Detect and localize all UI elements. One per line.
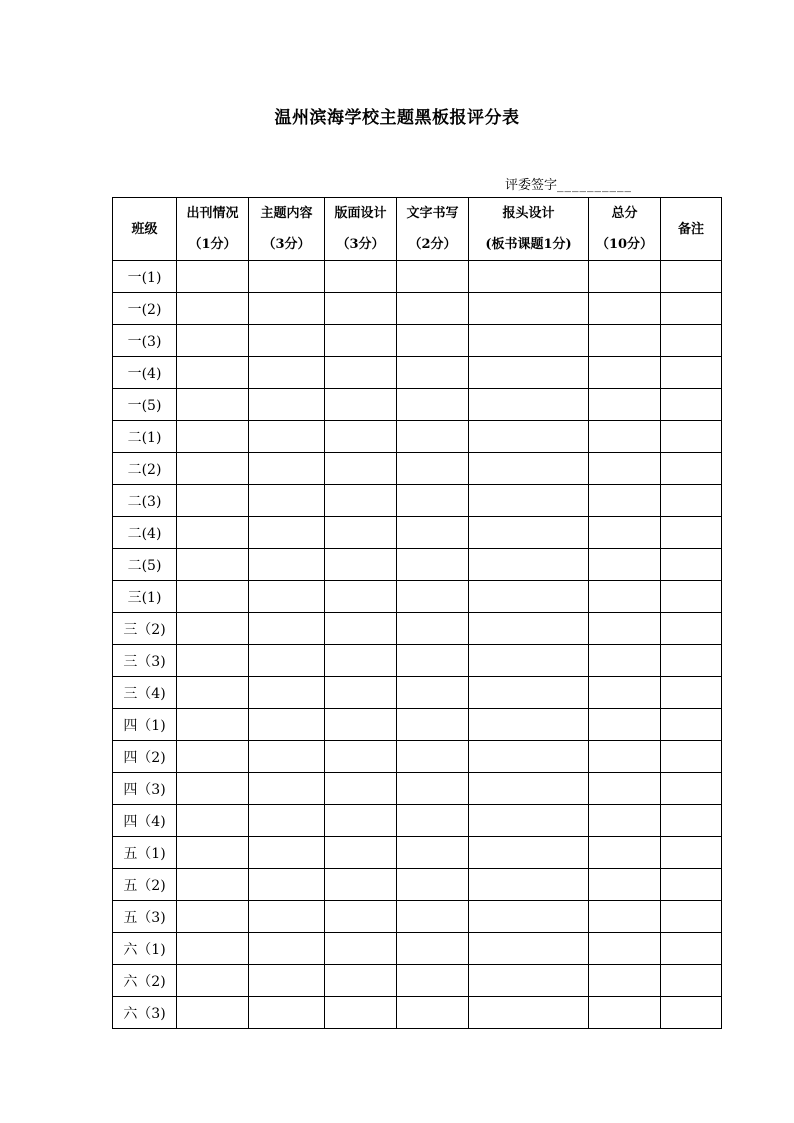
handwriting-score-cell[interactable] [397,261,469,293]
layout-design-score-cell[interactable] [325,485,397,517]
remarks-score-cell[interactable] [661,677,722,709]
theme-content-score-cell[interactable] [249,485,325,517]
publication-score-cell[interactable] [177,581,249,613]
table-row [113,741,722,773]
handwriting-score-cell[interactable] [397,869,469,901]
publication-score-cell[interactable] [177,293,249,325]
class-name-cell: 三(1) [113,581,177,613]
masthead-design-score-cell[interactable] [469,837,589,869]
publication-score-cell[interactable] [177,357,249,389]
table-row [113,613,722,645]
layout-design-score-cell[interactable] [325,549,397,581]
theme-content-score-cell[interactable] [249,677,325,709]
layout-design-score-cell[interactable] [325,261,397,293]
remarks-score-cell[interactable] [661,421,722,453]
remarks-score-cell[interactable] [661,293,722,325]
handwriting-score-cell[interactable] [397,965,469,997]
table-row [113,389,722,421]
publication-score-cell[interactable] [177,677,249,709]
layout-design-score-cell[interactable] [325,293,397,325]
handwriting-score-cell[interactable] [397,933,469,965]
table-row [113,485,722,517]
publication-score-cell[interactable] [177,453,249,485]
total-score-score-cell[interactable] [589,613,661,645]
total-score-score-cell[interactable] [589,485,661,517]
publication-score-cell[interactable] [177,901,249,933]
layout-design-score-cell[interactable] [325,741,397,773]
masthead-design-score-cell[interactable] [469,325,589,357]
header-class: 班级 [113,198,177,261]
masthead-design-score-cell[interactable] [469,581,589,613]
class-name-cell: 五（2) [113,869,177,901]
theme-content-score-cell[interactable] [249,901,325,933]
handwriting-score-cell[interactable] [397,901,469,933]
handwriting-score-cell[interactable] [397,453,469,485]
masthead-design-score-cell[interactable] [469,453,589,485]
masthead-design-score-cell[interactable] [469,741,589,773]
total-score-score-cell[interactable] [589,837,661,869]
theme-content-score-cell[interactable] [249,805,325,837]
table-row [113,325,722,357]
layout-design-score-cell[interactable] [325,453,397,485]
remarks-score-cell[interactable] [661,645,722,677]
handwriting-score-cell[interactable] [397,421,469,453]
remarks-score-cell[interactable] [661,709,722,741]
remarks-score-cell[interactable] [661,901,722,933]
handwriting-score-cell[interactable] [397,581,469,613]
layout-design-score-cell[interactable] [325,517,397,549]
masthead-design-score-cell[interactable] [469,901,589,933]
class-name-cell: 二(3) [113,485,177,517]
total-score-score-cell[interactable] [589,677,661,709]
masthead-design-score-cell[interactable] [469,965,589,997]
remarks-score-cell[interactable] [661,869,722,901]
class-name-cell: 二(4) [113,517,177,549]
class-name-cell: 四（2) [113,741,177,773]
total-score-score-cell[interactable] [589,261,661,293]
theme-content-score-cell[interactable] [249,581,325,613]
table-row [113,517,722,549]
masthead-design-score-cell[interactable] [469,357,589,389]
theme-content-score-cell[interactable] [249,453,325,485]
class-name-cell: 六（2) [113,965,177,997]
handwriting-score-cell[interactable] [397,613,469,645]
remarks-score-cell[interactable] [661,453,722,485]
total-score-score-cell[interactable] [589,933,661,965]
total-score-score-cell[interactable] [589,901,661,933]
handwriting-score-cell[interactable] [397,997,469,1029]
table-row [113,709,722,741]
total-score-score-cell[interactable] [589,869,661,901]
class-name-cell: 五（3) [113,901,177,933]
theme-content-score-cell[interactable] [249,837,325,869]
theme-content-score-cell[interactable] [249,549,325,581]
table-row [113,421,722,453]
total-score-score-cell[interactable] [589,997,661,1029]
table-row [113,965,722,997]
table-row [113,453,722,485]
handwriting-score-cell[interactable] [397,485,469,517]
publication-score-cell[interactable] [177,549,249,581]
table-row [113,773,722,805]
table-row [113,645,722,677]
publication-score-cell[interactable] [177,613,249,645]
layout-design-score-cell[interactable] [325,325,397,357]
publication-score-cell[interactable] [177,869,249,901]
class-name-cell: 二(5) [113,549,177,581]
table-row [113,997,722,1029]
theme-content-score-cell[interactable] [249,357,325,389]
table-row [113,261,722,293]
masthead-design-score-cell[interactable] [469,677,589,709]
masthead-design-score-cell[interactable] [469,645,589,677]
total-score-score-cell[interactable] [589,453,661,485]
theme-content-score-cell[interactable] [249,997,325,1029]
table-row [113,293,722,325]
score-table-body [113,261,722,1029]
layout-design-score-cell[interactable] [325,965,397,997]
handwriting-score-cell[interactable] [397,389,469,421]
theme-content-score-cell[interactable] [249,709,325,741]
class-name-cell: 六（3) [113,997,177,1029]
layout-design-score-cell[interactable] [325,613,397,645]
theme-content-score-cell[interactable] [249,261,325,293]
theme-content-score-cell[interactable] [249,965,325,997]
masthead-design-score-cell[interactable] [469,517,589,549]
handwriting-score-cell[interactable] [397,517,469,549]
masthead-design-score-cell[interactable] [469,709,589,741]
remarks-score-cell[interactable] [661,773,722,805]
table-row [113,837,722,869]
theme-content-score-cell[interactable] [249,773,325,805]
total-score-score-cell[interactable] [589,389,661,421]
table-row [113,869,722,901]
class-name-cell: 三（4) [113,677,177,709]
class-name-cell: 四（3) [113,773,177,805]
theme-content-score-cell[interactable] [249,933,325,965]
remarks-score-cell[interactable] [661,485,722,517]
layout-design-score-cell[interactable] [325,773,397,805]
remarks-score-cell[interactable] [661,325,722,357]
header-row [113,198,722,261]
masthead-design-score-cell[interactable] [469,261,589,293]
table-row [113,581,722,613]
masthead-design-score-cell[interactable] [469,773,589,805]
masthead-design-score-cell[interactable] [469,485,589,517]
total-score-score-cell[interactable] [589,741,661,773]
remarks-score-cell[interactable] [661,549,722,581]
publication-score-cell[interactable] [177,773,249,805]
header-publication: 出刊情况 （1分） [177,198,249,261]
total-score-score-cell[interactable] [589,965,661,997]
masthead-design-score-cell[interactable] [469,549,589,581]
publication-score-cell[interactable] [177,517,249,549]
publication-score-cell[interactable] [177,709,249,741]
layout-design-score-cell[interactable] [325,837,397,869]
publication-score-cell[interactable] [177,485,249,517]
total-score-score-cell[interactable] [589,293,661,325]
class-name-cell: 六（1) [113,933,177,965]
layout-design-score-cell[interactable] [325,357,397,389]
header-layout-design: 版面设计 （3分） [325,198,397,261]
header-theme-content: 主题内容 （3分） [249,198,325,261]
class-name-cell: 四（4) [113,805,177,837]
class-name-cell: 一(5) [113,389,177,421]
masthead-design-score-cell[interactable] [469,421,589,453]
signature-label: 评委签字 [505,178,558,193]
layout-design-score-cell[interactable] [325,581,397,613]
judge-signature [505,174,632,193]
total-score-score-cell[interactable] [589,421,661,453]
handwriting-score-cell[interactable] [397,293,469,325]
publication-score-cell[interactable] [177,645,249,677]
class-name-cell: 一(2) [113,293,177,325]
layout-design-score-cell[interactable] [325,677,397,709]
layout-design-score-cell[interactable] [325,933,397,965]
total-score-score-cell[interactable] [589,773,661,805]
remarks-score-cell[interactable] [661,741,722,773]
theme-content-score-cell[interactable] [249,517,325,549]
header-remarks: 备注 [661,198,722,261]
remarks-score-cell[interactable] [661,389,722,421]
layout-design-score-cell[interactable] [325,901,397,933]
table-row [113,677,722,709]
class-name-cell: 三（3) [113,645,177,677]
theme-content-score-cell[interactable] [249,325,325,357]
handwriting-score-cell[interactable] [397,837,469,869]
handwriting-score-cell[interactable] [397,325,469,357]
theme-content-score-cell[interactable] [249,293,325,325]
publication-score-cell[interactable] [177,421,249,453]
table-row [113,901,722,933]
signature-line: __________ [557,178,633,193]
masthead-design-score-cell[interactable] [469,613,589,645]
header-handwriting: 文字书写 （2分） [397,198,469,261]
theme-content-score-cell[interactable] [249,421,325,453]
theme-content-score-cell[interactable] [249,389,325,421]
handwriting-score-cell[interactable] [397,741,469,773]
layout-design-score-cell[interactable] [325,421,397,453]
layout-design-score-cell[interactable] [325,709,397,741]
remarks-score-cell[interactable] [661,933,722,965]
layout-design-score-cell[interactable] [325,645,397,677]
theme-content-score-cell[interactable] [249,869,325,901]
publication-score-cell[interactable] [177,933,249,965]
publication-score-cell[interactable] [177,805,249,837]
handwriting-score-cell[interactable] [397,549,469,581]
table-row [113,933,722,965]
header-total-score: 总分 （10分） [589,198,661,261]
score-table [112,197,722,1029]
publication-score-cell[interactable] [177,965,249,997]
publication-score-cell[interactable] [177,325,249,357]
class-name-cell: 三（2) [113,613,177,645]
handwriting-score-cell[interactable] [397,805,469,837]
remarks-score-cell[interactable] [661,997,722,1029]
class-name-cell: 一(4) [113,357,177,389]
remarks-score-cell[interactable] [661,357,722,389]
publication-score-cell[interactable] [177,741,249,773]
table-row [113,357,722,389]
class-name-cell: 五（1) [113,837,177,869]
total-score-score-cell[interactable] [589,709,661,741]
handwriting-score-cell[interactable] [397,677,469,709]
remarks-score-cell[interactable] [661,965,722,997]
layout-design-score-cell[interactable] [325,805,397,837]
class-name-cell: 一(1) [113,261,177,293]
remarks-score-cell[interactable] [661,261,722,293]
page-title: 温州滨海学校主题黑板报评分表 [274,108,520,128]
publication-score-cell[interactable] [177,997,249,1029]
theme-content-score-cell[interactable] [249,645,325,677]
class-name-cell: 一(3) [113,325,177,357]
total-score-score-cell[interactable] [589,357,661,389]
theme-content-score-cell[interactable] [249,613,325,645]
masthead-design-score-cell[interactable] [469,869,589,901]
layout-design-score-cell[interactable] [325,997,397,1029]
masthead-design-score-cell[interactable] [469,389,589,421]
total-score-score-cell[interactable] [589,645,661,677]
remarks-score-cell[interactable] [661,613,722,645]
publication-score-cell[interactable] [177,389,249,421]
total-score-score-cell[interactable] [589,581,661,613]
publication-score-cell[interactable] [177,261,249,293]
masthead-design-score-cell[interactable] [469,805,589,837]
total-score-score-cell[interactable] [589,325,661,357]
total-score-score-cell[interactable] [589,805,661,837]
table-row [113,549,722,581]
handwriting-score-cell[interactable] [397,357,469,389]
publication-score-cell[interactable] [177,837,249,869]
handwriting-score-cell[interactable] [397,709,469,741]
handwriting-score-cell[interactable] [397,645,469,677]
remarks-score-cell[interactable] [661,837,722,869]
total-score-score-cell[interactable] [589,549,661,581]
layout-design-score-cell[interactable] [325,389,397,421]
theme-content-score-cell[interactable] [249,741,325,773]
class-name-cell: 二(1) [113,421,177,453]
header-masthead-design: 报头设计 (板书课题1分) [469,198,589,261]
remarks-score-cell[interactable] [661,517,722,549]
masthead-design-score-cell[interactable] [469,997,589,1029]
masthead-design-score-cell[interactable] [469,293,589,325]
masthead-design-score-cell[interactable] [469,933,589,965]
remarks-score-cell[interactable] [661,805,722,837]
total-score-score-cell[interactable] [589,517,661,549]
layout-design-score-cell[interactable] [325,869,397,901]
remarks-score-cell[interactable] [661,581,722,613]
table-row [113,805,722,837]
class-name-cell: 二(2) [113,453,177,485]
handwriting-score-cell[interactable] [397,773,469,805]
class-name-cell: 四（1) [113,709,177,741]
